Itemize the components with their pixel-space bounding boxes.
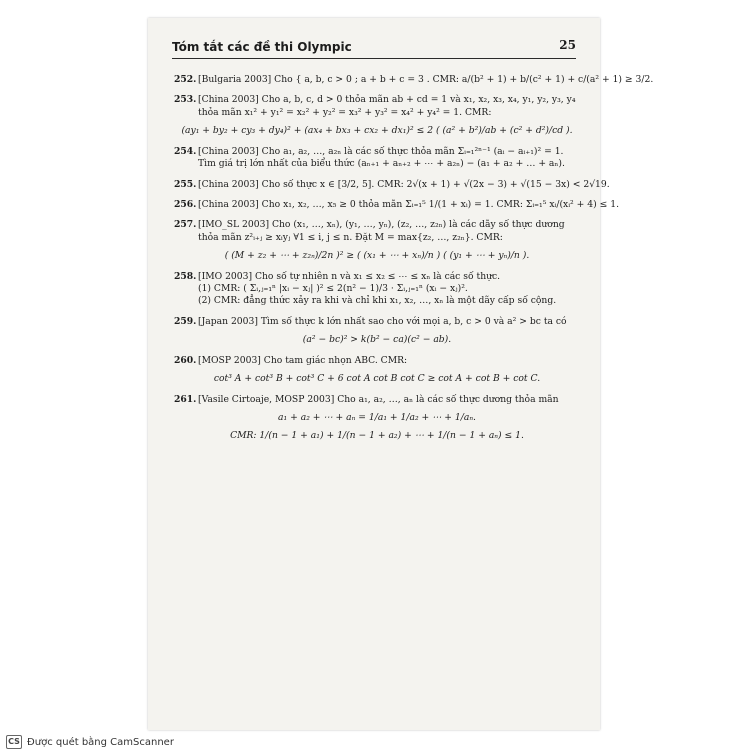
display-formula: (a² − bc)² > k(b² − ca)(c² − ab). <box>302 334 452 346</box>
problem-number: 252. <box>174 74 197 85</box>
problem-text: [Japan 2003] Tìm số thực k lớn nhất sao cho với mọi a, b, c > 0 và a² > bc ta có <box>198 315 567 327</box>
problem-number: 257. <box>174 219 197 231</box>
problem-text: [IMO_SL 2003] Cho (x₁, …, xₙ), (y₁, …, yₙ), (z₂, …, z₂ₙ) là các dãy số thực dương <box>198 219 565 231</box>
problem-text: [Vasile Cirtoaje, MOSP 2003] Cho a₁, a₂, …, aₙ là các số thực dương thỏa mãn <box>198 393 559 405</box>
problem-number: 259. <box>174 315 197 327</box>
camscanner-logo-icon: CS <box>6 735 22 749</box>
problem-text: thỏa mãn z²ᵢ₊ⱼ ≥ xᵢyⱼ ∀1 ≤ i, j ≤ n. Đặt M = max{z₂, …, z₂ₙ}. CMR: <box>198 231 503 243</box>
watermark-text: Được quét bằng CamScanner <box>27 736 174 748</box>
problem-list <box>174 74 654 451</box>
problem-257 <box>174 219 580 262</box>
problem-number: 254. <box>174 145 197 157</box>
display-formula: CMR: 1/(n − 1 + a₁) + 1/(n − 1 + a₂) + ⋯ + 1/(n − 1 + aₙ) ≤ 1. <box>230 430 524 442</box>
problem-text: thỏa mãn x₁² + y₁² = x₂² + y₂² = x₃² + y₃² = x₄² + y₄² = 1. CMR: <box>198 106 492 118</box>
problem-261 <box>174 394 580 443</box>
problem-number: 261. <box>174 393 197 405</box>
display-formula: ( (M + z₂ + ⋯ + z₂ₙ)/2n )² ≥ ( (x₁ + ⋯ + xₙ)/n ) ( (y₁ + ⋯ + yₙ)/n ). <box>224 250 530 262</box>
problem-number: 260. <box>174 354 197 366</box>
problem-text: [China 2003] Cho số thực x ∈ [3/2, 5]. CMR: 2√(x + 1) + √(2x − 3) + √(15 − 3x) < 2√19. <box>198 178 610 190</box>
problem-259 <box>174 316 580 347</box>
problem-text: [China 2003] Cho a₁, a₂, …, a₂ₙ là các số thực thỏa mãn Σᵢ₌₁²ⁿ⁻¹ (aᵢ − aᵢ₊₁)² = 1. <box>198 145 564 157</box>
problem-254 <box>174 146 580 171</box>
problem-number: 253. <box>174 94 197 106</box>
problem-258 <box>174 271 580 308</box>
page-number: 25 <box>559 38 576 52</box>
problem-text: [IMO 2003] Cho số tự nhiên n và x₁ ≤ x₂ ≤ ⋯ ≤ xₙ là các số thực. <box>198 270 501 282</box>
problem-260 <box>174 355 580 386</box>
problem-text: [China 2003] Cho a, b, c, d > 0 thỏa mãn ab + cd = 1 và x₁, x₂, x₃, x₄, y₁, y₂, y₃, y₄ <box>198 94 576 106</box>
problem-text: (2) CMR: đẳng thức xảy ra khi và chỉ khi x₁, x₂, …, xₙ là một dãy cấp số cộng. <box>198 295 557 307</box>
display-formula: a₁ + a₂ + ⋯ + aₙ = 1/a₁ + 1/a₂ + ⋯ + 1/aₙ. <box>278 412 476 424</box>
problem-number: 256. <box>174 198 197 210</box>
problem-text: Tìm giá trị lớn nhất của biểu thức (aₙ₊₁ + aₙ₊₂ + ⋯ + a₂ₙ) − (a₁ + a₂ + … + aₙ). <box>198 158 565 170</box>
problem-253 <box>174 94 580 137</box>
problem-text: (1) CMR: ( Σᵢ,ⱼ₌₁ⁿ |xᵢ − xⱼ| )² ≤ 2(n² − 1)/3 · Σᵢ,ⱼ₌₁ⁿ (xᵢ − xⱼ)². <box>198 283 468 295</box>
display-formula: (ay₁ + by₂ + cy₃ + dy₄)² + (ax₄ + bx₃ + cx₂ + dx₁)² ≤ 2 ( (a² + b²)/ab + (c² + d²)/cd ). <box>181 125 573 137</box>
problem-255 <box>174 178 610 191</box>
problem-text: [Bulgaria 2003] Cho { a, b, c > 0 ; a + b + c = 3 . CMR: a/(b² + 1) + b/(c² + 1) + c/(a² + 1) ≥ 3/2. <box>198 74 654 85</box>
problem-text: [China 2003] Cho x₁, x₂, …, x₅ ≥ 0 thỏa mãn Σᵢ₌₁⁵ 1/(1 + xᵢ) = 1. CMR: Σᵢ₌₁⁵ xᵢ/(xᵢ² + 4) ≤ 1. <box>198 198 620 210</box>
scanner-watermark <box>6 734 174 750</box>
display-formula: cot³ A + cot³ B + cot³ C + 6 cot A cot B cot C ≥ cot A + cot B + cot C. <box>213 373 541 385</box>
header-title: Tóm tắt các đề thi Olympic <box>172 40 352 54</box>
problem-256 <box>174 198 620 211</box>
problem-text: [MOSP 2003] Cho tam giác nhọn ABC. CMR: <box>198 354 408 366</box>
problem-252 <box>174 74 654 86</box>
problem-number: 255. <box>174 178 197 190</box>
page-header <box>172 34 576 59</box>
problem-number: 258. <box>174 270 197 282</box>
book-page <box>148 18 654 730</box>
